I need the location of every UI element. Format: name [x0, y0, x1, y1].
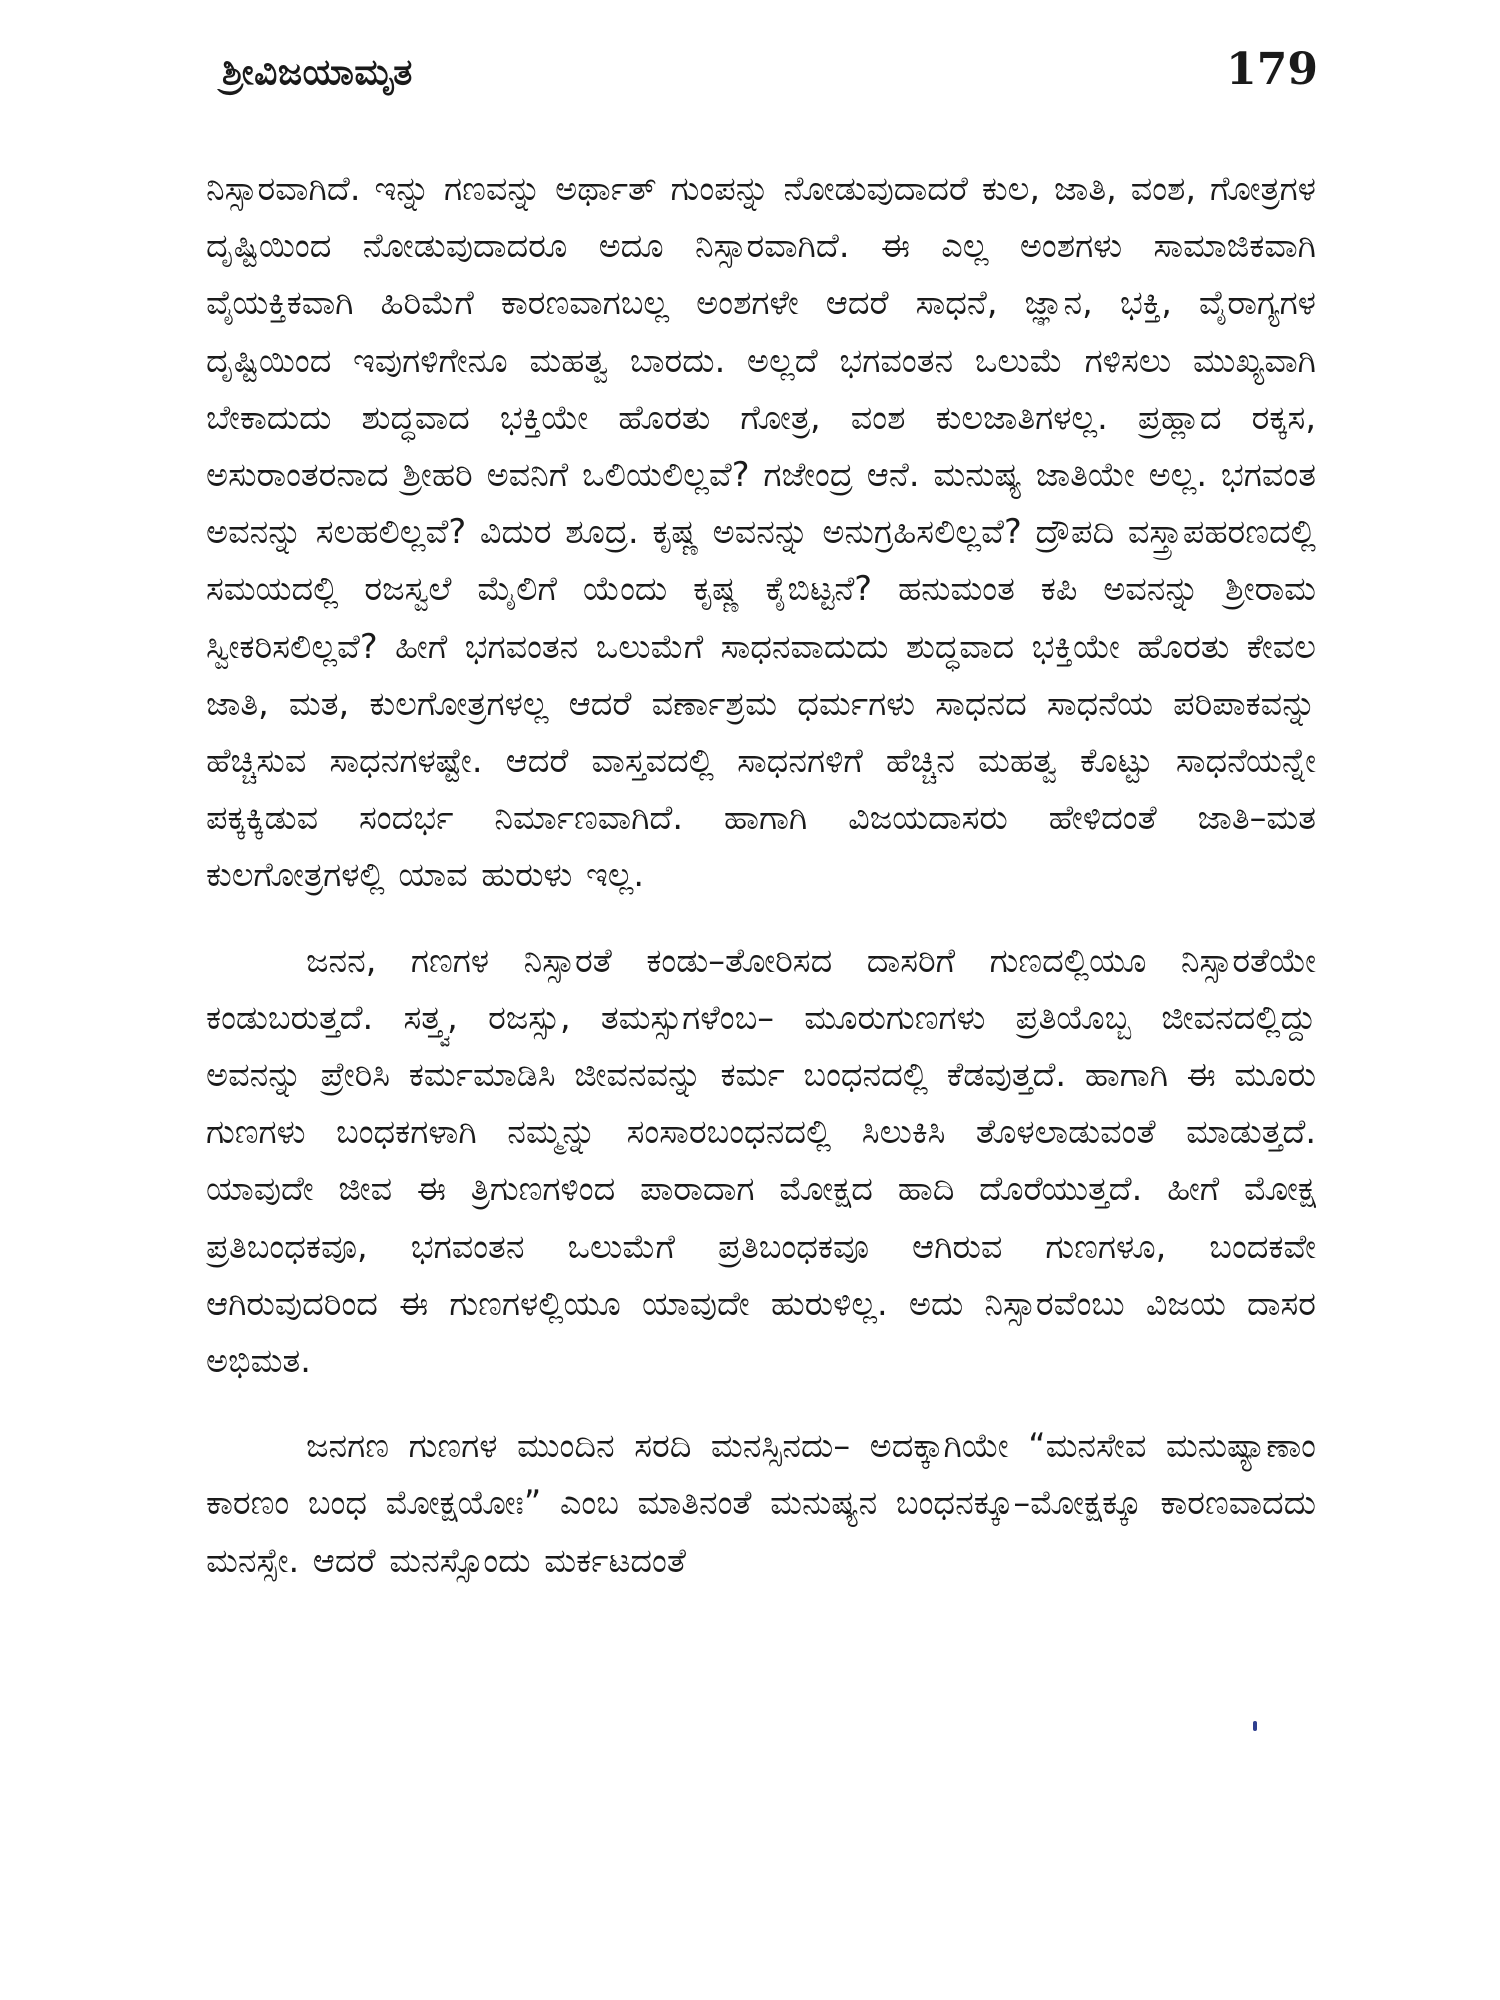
- running-title: ಶ್ರೀವಿಜಯಾಮೃತ: [222, 52, 413, 93]
- paragraph-1: ನಿಸ್ಸಾರವಾಗಿದೆ. ಇನ್ನು ಗಣವನ್ನು ಅರ್ಥಾತ್ ಗುಂಪನ್ನು ನೋಡುವುದಾದರೆ ಕುಲ, ಜಾತಿ, ವಂಶ, ಗೋತ್ರಗಳ ದೃಷ್ಟಿಯಿಂದ ನೋಡುವುದಾದರೂ ಅದೂ ನಿಸ್ಸಾರವಾಗಿದೆ. ಈ ಎಲ್ಲ ಅಂಶಗಳು ಸಾಮಾಜಿಕವಾಗಿ ವೈಯಕ್ತಿಕವಾಗಿ ಹಿರಿಮೆಗೆ ಕಾರಣವಾಗಬಲ್ಲ ಅಂಶಗಳೇ ಆದರೆ ಸಾಧನೆ, ಜ್ಞಾನ, ಭಕ್ತಿ, ವೈರಾಗ್ಯಗಳ ದೃಷ್ಟಿಯಿಂದ ಇವುಗಳಿಗೇನೂ ಮಹತ್ವ ಬಾರದು. ಅಲ್ಲದೆ ಭಗವಂತನ ಒಲುಮೆ ಗಳಿಸಲು ಮುಖ್ಯವಾಗಿ ಬೇಕಾದುದು ಶುದ್ಧವಾದ ಭಕ್ತಿಯೇ ಹೊರತು ಗೋತ್ರ, ವಂಶ ಕುಲಜಾತಿಗಳಲ್ಲ. ಪ್ರಹ್ಲಾದ ರಕ್ಕಸ, ಅಸುರಾಂತರನಾದ ಶ್ರೀಹರಿ ಅವನಿಗೆ ಒಲಿಯಲಿಲ್ಲವೆ? ಗಜೇಂದ್ರ ಆನೆ. ಮನುಷ್ಯ ಜಾತಿಯೇ ಅಲ್ಲ. ಭಗವಂತ ಅವನನ್ನು ಸಲಹಲಿಲ್ಲವೆ? ವಿದುರ ಶೂದ್ರ. ಕೃಷ್ಣ ಅವನನ್ನು ಅನುಗ್ರಹಿಸಲಿಲ್ಲವೆ? ದ್ರೌಪದಿ ವಸ್ತ್ರಾಪಹರಣದಲ್ಲಿ ಸಮಯದಲ್ಲಿ ರಜಸ್ವಲೆ ಮೈಲಿಗೆ ಯೆಂದು ಕೃಷ್ಣ ಕೈಬಿಟ್ಟನೆ? ಹನುಮಂತ ಕಪಿ ಅವನನ್ನು ಶ್ರೀರಾಮ ಸ್ವೀಕರಿಸಲಿಲ್ಲವೆ? ಹೀಗೆ ಭಗವಂತನ ಒಲುಮೆಗೆ ಸಾಧನವಾದುದು ಶುದ್ಧವಾದ ಭಕ್ತಿಯೇ ಹೊರತು ಕೇವಲ ಜಾತಿ, ಮತ, ಕುಲಗೋತ್ರಗಳಲ್ಲ ಆದರೆ ವರ್ಣಾಶ್ರಮ ಧರ್ಮಗಳು ಸಾಧನದ ಸಾಧನೆಯ ಪರಿಪಾಕವನ್ನು ಹೆಚ್ಚಿಸುವ ಸಾಧನಗಳಷ್ಟೇ. ಆದರೆ ವಾಸ್ತವದಲ್ಲಿ ಸಾಧನಗಳಿಗೆ ಹೆಚ್ಚಿನ ಮಹತ್ವ ಕೊಟ್ಟು ಸಾಧನೆಯನ್ನೇ ಪಕ್ಕಕ್ಕಿಡುವ ಸಂದರ್ಭ ನಿರ್ಮಾಣವಾಗಿದೆ. ಹಾಗಾಗಿ ವಿಜಯದಾಸರು ಹೇಳಿದಂತೆ ಜಾತಿ–ಮತ ಕುಲಗೋತ್ರಗಳಲ್ಲಿ ಯಾವ ಹುರುಳು ಇಲ್ಲ.: [206, 169, 1316, 895]
- paragraph-3: ಜನಗಣ ಗುಣಗಳ ಮುಂದಿನ ಸರದಿ ಮನಸ್ಸಿನದು– ಅದಕ್ಕಾಗಿಯೇ “ಮನಸೇವ ಮನುಷ್ಯಾಣಾಂ ಕಾರಣಂ ಬಂಧ ಮೋಕ್ಷಯೋಃ” ಎಂಬ ಮಾತಿನಂತೆ ಮನುಷ್ಯನ ಬಂಧನಕ್ಕೂ–ಮೋಕ್ಷಕ್ಕೂ ಕಾರಣವಾದದು ಮನಸ್ಸೇ. ಆದರೆ ಮನಸ್ಸೊಂದು ಮರ್ಕಟದಂತೆ: [206, 1426, 1316, 1580]
- paragraph-2: ಜನನ, ಗಣಗಳ ನಿಸ್ಸಾರತೆ ಕಂಡು–ತೋರಿಸದ ದಾಸರಿಗೆ ಗುಣದಲ್ಲಿಯೂ ನಿಸ್ಸಾರತೆಯೇ ಕಂಡುಬರುತ್ತದೆ. ಸತ್ತ್ವ, ರಜಸ್ಸು, ತಮಸ್ಸುಗಳೆಂಬ– ಮೂರುಗುಣಗಳು ಪ್ರತಿಯೊಬ್ಬ ಜೀವನದಲ್ಲಿದ್ದು ಅವನನ್ನು ಪ್ರೇರಿಸಿ ಕರ್ಮಮಾಡಿಸಿ ಜೀವನವನ್ನು ಕರ್ಮ ಬಂಧನದಲ್ಲಿ ಕೆಡವುತ್ತದೆ. ಹಾಗಾಗಿ ಈ ಮೂರು ಗುಣಗಳು ಬಂಧಕಗಳಾಗಿ ನಮ್ಮನ್ನು ಸಂಸಾರಬಂಧನದಲ್ಲಿ ಸಿಲುಕಿಸಿ ತೊಳಲಾಡುವಂತೆ ಮಾಡುತ್ತದೆ. ಯಾವುದೇ ಜೀವ ಈ ತ್ರಿಗುಣಗಳಿಂದ ಪಾರಾದಾಗ ಮೋಕ್ಷದ ಹಾದಿ ದೊರೆಯುತ್ತದೆ. ಹೀಗೆ ಮೋಕ್ಷ ಪ್ರತಿಬಂಧಕವೂ, ಭಗವಂತನ ಒಲುಮೆಗೆ ಪ್ರತಿಬಂಧಕವೂ ಆಗಿರುವ ಗುಣಗಳೂ, ಬಂದಕವೇ ಆಗಿರುವುದರಿಂದ ಈ ಗುಣಗಳಲ್ಲಿಯೂ ಯಾವುದೇ ಹುರುಳಿಲ್ಲ. ಅದು ನಿಸ್ಸಾರವೆಂಬು ವಿಜಯ ದಾಸರ ಅಭಿಮತ.: [206, 940, 1316, 1381]
- body-text: [206, 160, 1316, 1589]
- page-number: 179: [1226, 44, 1318, 95]
- ink-mark: [1253, 1721, 1257, 1731]
